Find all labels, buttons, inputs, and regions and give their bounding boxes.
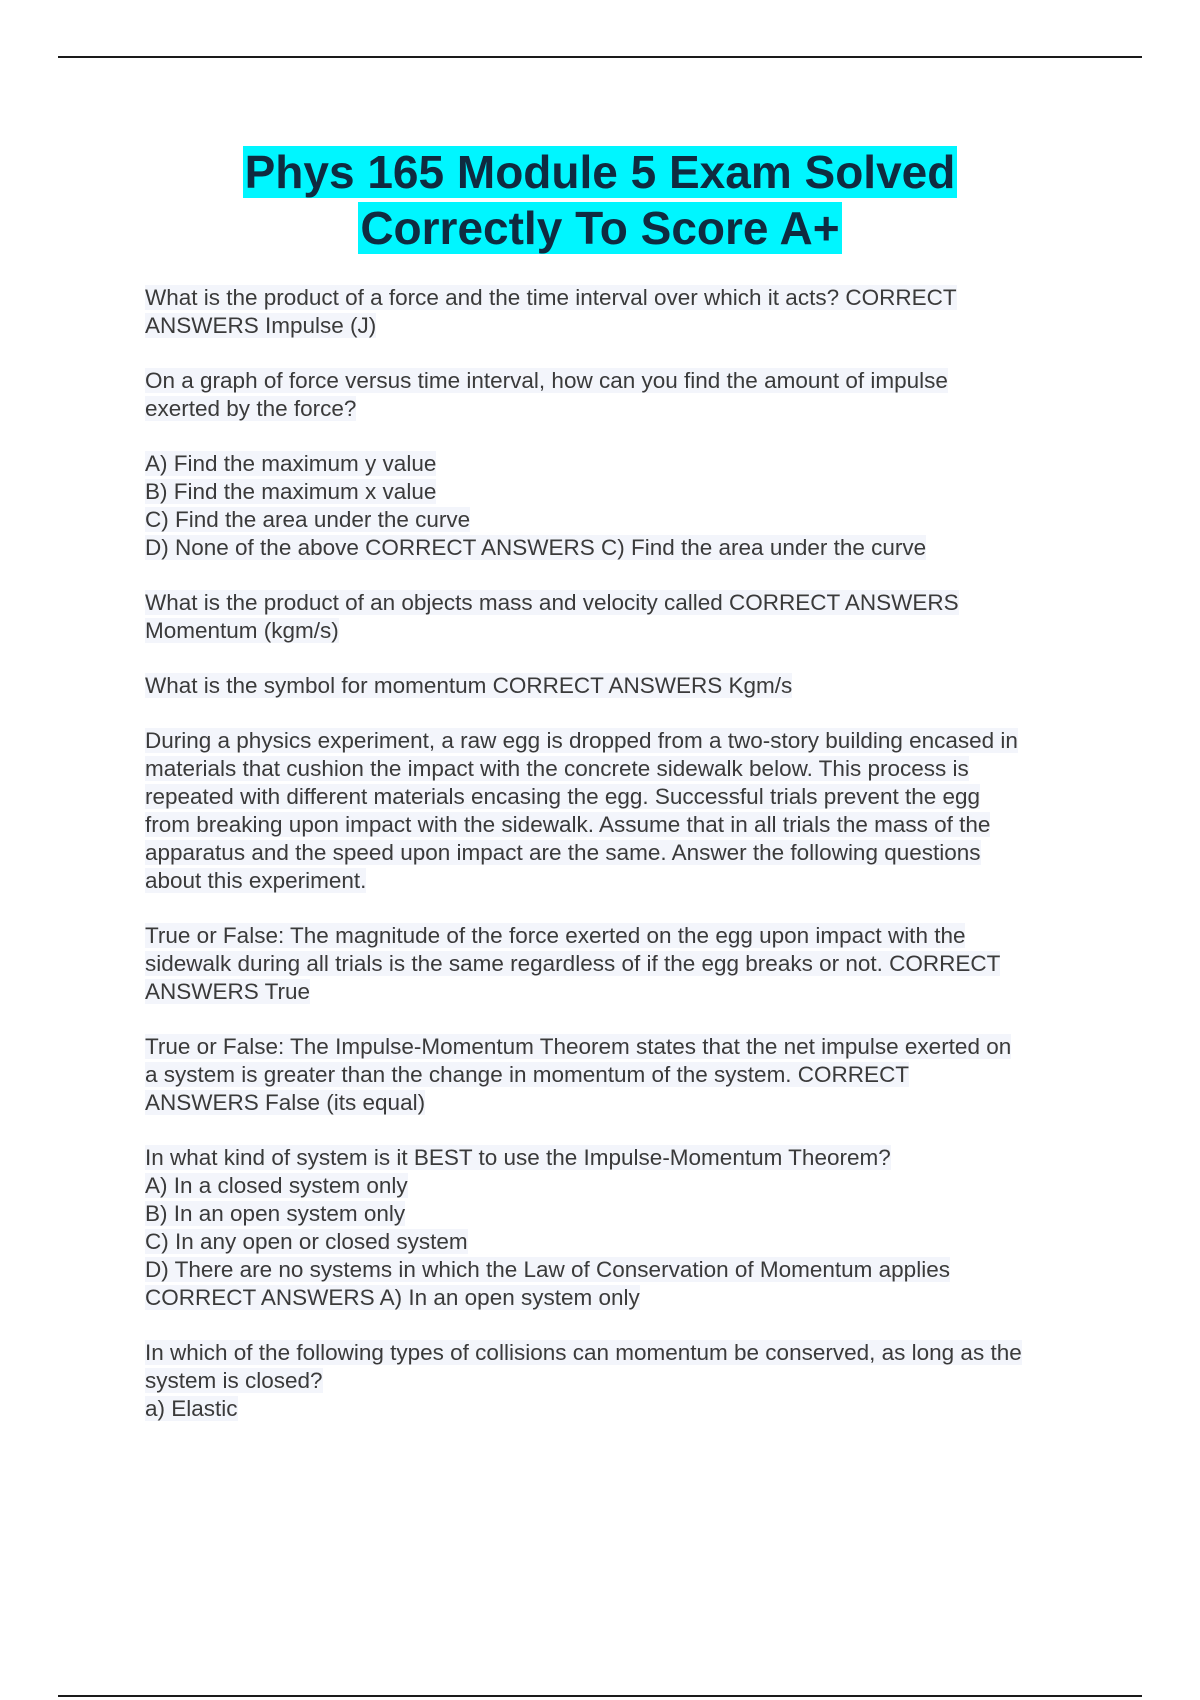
text-line: apparatus and the speed upon impact are the same. Answer the following questions bbox=[145, 840, 981, 865]
paragraph-8 bbox=[145, 1033, 1105, 1117]
text-line: During a physics experiment, a raw egg is dropped from a two-story building encased in bbox=[145, 728, 1018, 753]
document-body bbox=[145, 284, 1105, 1450]
text-line: In what kind of system is it BEST to use the Impulse-Momentum Theorem? bbox=[145, 1145, 891, 1170]
text-line: materials that cushion the impact with the concrete sidewalk below. This process is bbox=[145, 756, 969, 781]
text-line: CORRECT ANSWERS A) In an open system only bbox=[145, 1285, 640, 1310]
option-line: C) Find the area under the curve bbox=[145, 507, 471, 532]
text-line: system is closed? bbox=[145, 1368, 323, 1393]
text-line: What is the symbol for momentum CORRECT ANSWERS Kgm/s bbox=[145, 673, 793, 698]
paragraph-1 bbox=[145, 284, 1105, 340]
text-line: What is the product of a force and the time interval over which it acts? CORRECT bbox=[145, 285, 957, 310]
paragraph-3-options bbox=[145, 450, 1105, 562]
text-line: True or False: The Impulse-Momentum Theorem states that the net impulse exerted on bbox=[145, 1034, 1012, 1059]
paragraph-2 bbox=[145, 367, 1105, 423]
option-line: C) In any open or closed system bbox=[145, 1229, 468, 1254]
paragraph-5 bbox=[145, 672, 1105, 700]
paragraph-9 bbox=[145, 1144, 1105, 1312]
text-line: Momentum (kgm/s) bbox=[145, 618, 339, 643]
paragraph-4 bbox=[145, 589, 1105, 645]
text-line: a system is greater than the change in momentum of the system. CORRECT bbox=[145, 1062, 910, 1087]
option-line: B) In an open system only bbox=[145, 1201, 406, 1226]
text-line: In which of the following types of collisions can momentum be conserved, as long as the bbox=[145, 1340, 1022, 1365]
option-line: D) There are no systems in which the Law of Conservation of Momentum applies bbox=[145, 1257, 950, 1282]
text-line: about this experiment. bbox=[145, 868, 367, 893]
option-line: A) In a closed system only bbox=[145, 1173, 408, 1198]
title-line-1: Phys 165 Module 5 Exam Solved bbox=[244, 146, 956, 198]
paragraph-6 bbox=[145, 727, 1105, 895]
text-line: ANSWERS True bbox=[145, 979, 311, 1004]
option-line: D) None of the above CORRECT ANSWERS C) Find the area under the curve bbox=[145, 535, 927, 560]
option-line: B) Find the maximum x value bbox=[145, 479, 437, 504]
text-line: ANSWERS False (its equal) bbox=[145, 1090, 426, 1115]
document-title bbox=[0, 144, 1200, 256]
text-line: sidewalk during all trials is the same regardless of if the egg breaks or not. CORRECT bbox=[145, 951, 1001, 976]
text-line: from breaking upon impact with the sidewalk. Assume that in all trials the mass of the bbox=[145, 812, 991, 837]
text-line: True or False: The magnitude of the force exerted on the egg upon impact with the bbox=[145, 923, 966, 948]
text-line: repeated with different materials encasing the egg. Successful trials prevent the egg bbox=[145, 784, 981, 809]
text-line: exerted by the force? bbox=[145, 396, 357, 421]
option-line: A) Find the maximum y value bbox=[145, 451, 437, 476]
title-line-2: Correctly To Score A+ bbox=[360, 202, 840, 254]
bottom-rule bbox=[58, 1695, 1142, 1697]
text-line: What is the product of an objects mass and velocity called CORRECT ANSWERS bbox=[145, 590, 959, 615]
top-rule bbox=[58, 56, 1142, 58]
text-line: On a graph of force versus time interval, how can you find the amount of impulse bbox=[145, 368, 948, 393]
paragraph-7 bbox=[145, 922, 1105, 1006]
text-line: ANSWERS Impulse (J) bbox=[145, 313, 377, 338]
option-line: a) Elastic bbox=[145, 1396, 238, 1421]
paragraph-10 bbox=[145, 1339, 1105, 1423]
